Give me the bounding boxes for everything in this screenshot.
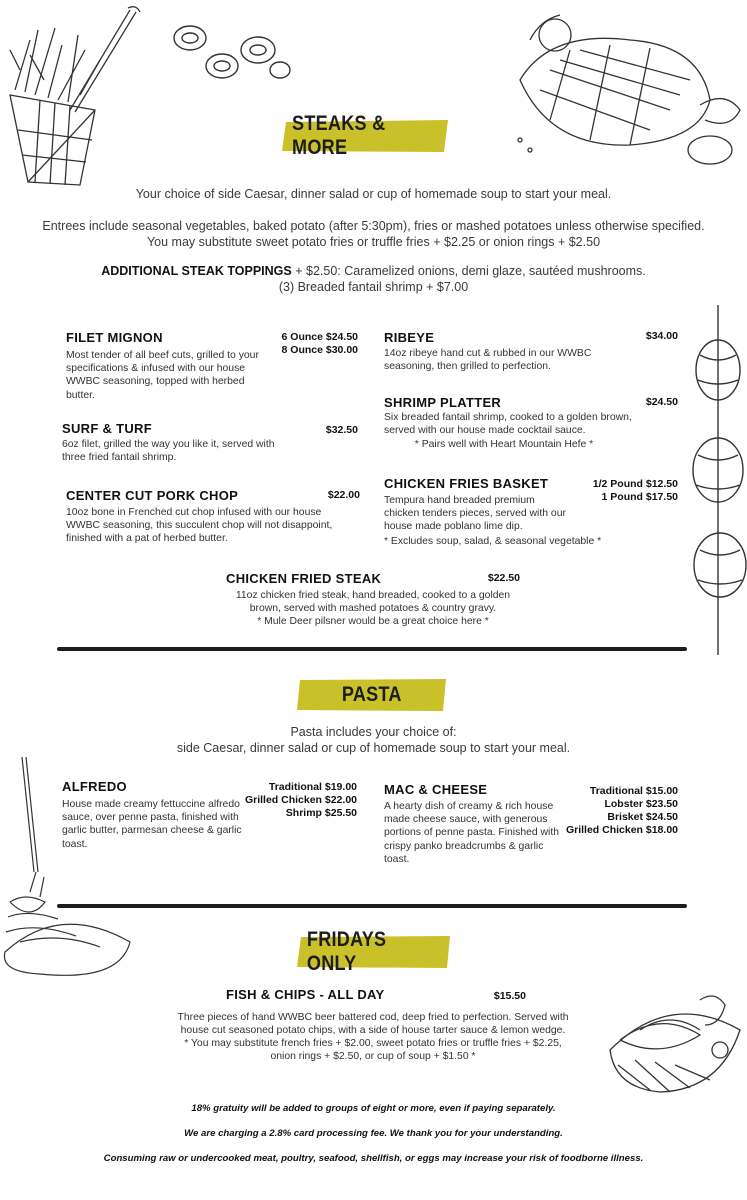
pasta-banner (296, 677, 448, 713)
surf-price: $32.50 (325, 424, 358, 436)
surf-desc: 6oz filet, grilled the way you like it, served with three fried fantail shrimp. (62, 439, 275, 464)
mac-price-3: Brisket $24.50 (607, 811, 678, 823)
cfs-line-1: 11oz chicken fried steak, hand breaded, cooked to a golden (235, 590, 511, 601)
alfredo-desc: House made creamy fettuccine alfredo sauce, over penne pasta, finished with garlic butter, parmesan cheese & garlic toast. (62, 799, 242, 850)
onion-rings-icon (150, 10, 300, 90)
fridays-banner (296, 928, 452, 975)
shrimp-note: * Pairs well with Heart Mountain Hefe * (414, 439, 594, 450)
toppings-line (0, 263, 747, 279)
surf-name: SURF & TURF (62, 421, 152, 436)
pasta-intro-1: Pasta includes your choice of: (290, 725, 457, 739)
fish-price: $15.50 (493, 990, 526, 1002)
steaks-title: STEAKS & MORE (292, 112, 386, 159)
toppings-text: + $2.50: Caramelized onions, demi glaze, sautéed mushrooms. (291, 264, 646, 278)
ribeye-name: RIBEYE (384, 330, 435, 345)
cfs-name: CHICKEN FRIED STEAK (226, 571, 382, 586)
alfredo-price-3: Shrimp $25.50 (285, 807, 357, 819)
cfs-line-2: brown, served with mashed potatoes & country gravy. (249, 603, 497, 614)
steaks-intro-1: Your choice of side Caesar, dinner salad or cup of homemade soup to start your meal. (135, 187, 612, 201)
shrimp-price: $24.50 (645, 396, 678, 408)
cfs-price: $22.50 (487, 572, 520, 584)
filet-price-2: 8 Ounce $30.00 (281, 344, 358, 356)
steaks-banner (280, 112, 452, 159)
steak-icon (510, 0, 747, 180)
mac-price-2: Lobster $23.50 (604, 798, 678, 810)
ribeye-price: $34.00 (645, 330, 678, 342)
fish-line-1: Three pieces of hand WWBC beer battered cod, deep fried to perfection. Served with (177, 1012, 569, 1023)
chickenfries-note: * Excludes soup, salad, & seasonal vegetable * (384, 536, 602, 547)
section-divider-2 (57, 904, 687, 908)
pork-price: $22.00 (327, 489, 360, 501)
shrimp-skewer-icon (670, 300, 747, 660)
fridays-title: FRIDAYS ONLY (306, 928, 387, 975)
toppings-label: ADDITIONAL STEAK TOPPINGS (101, 264, 292, 278)
fish-name: FISH & CHIPS - ALL DAY (226, 987, 385, 1002)
fish-line-3: * You may substitute french fries + $2.00, sweet potato fries or truffle fries + $2.25, (184, 1038, 562, 1049)
mac-price-4: Grilled Chicken $18.00 (565, 824, 678, 836)
pork-desc: 10oz bone in Frenched cut chop infused with our house WWBC seasoning, this succulent chop will not disappoint, finished with a pat of herbed butter. (66, 507, 333, 545)
chickenfries-price-2: 1 Pound $17.50 (601, 491, 678, 503)
chickenfries-desc: Tempura hand breaded premium chicken tenders pieces, served with our house made poblano lime dip. (384, 495, 566, 533)
footer-gratuity: 18% gratuity will be added to groups of eight or more, even if paying separately. (191, 1103, 556, 1114)
chickenfries-price-1: 1/2 Pound $12.50 (592, 478, 678, 490)
alfredo-name: ALFREDO (62, 779, 127, 794)
shrimp-desc: Six breaded fantail shrimp, cooked to a golden brown, served with our house made cocktail sauce. (384, 412, 632, 437)
alfredo-price-1: Traditional $19.00 (268, 781, 357, 793)
footer-food-warning: Consuming raw or undercooked meat, poultry, seafood, shellfish, or eggs may increase your risk of foodborne illness. (103, 1153, 644, 1164)
fry-basket-icon (0, 0, 150, 190)
mac-price-1: Traditional $15.00 (589, 785, 678, 797)
filet-name: FILET MIGNON (66, 330, 163, 345)
pork-name: CENTER CUT PORK CHOP (66, 488, 239, 503)
steaks-intro-2a: Entrees include seasonal vegetables, baked potato (after 5:30pm), fries or mashed potatoes unless otherwise specified. (42, 219, 705, 233)
filet-price-1: 6 Ounce $24.50 (281, 331, 358, 343)
mac-name: MAC & CHEESE (384, 782, 488, 797)
fish-basket-icon (600, 970, 747, 1110)
toppings-line-2: (3) Breaded fantail shrimp + $7.00 (278, 280, 469, 294)
footer-card-fee: We are charging a 2.8% card processing fee. We thank you for your understanding. (184, 1128, 563, 1139)
section-divider-1 (57, 647, 687, 651)
filet-desc: Most tender of all beef cuts, grilled to your specifications & infused with our house WWBC seasoning, topped with herbed butter. (66, 350, 259, 401)
fish-line-4: onion rings + $2.50, or cup of soup + $1.50 * (270, 1051, 476, 1062)
pasta-intro-2: side Caesar, dinner salad or cup of homemade soup to start your meal. (176, 741, 571, 755)
cfs-line-3: * Mule Deer pilsner would be a great choice here * (257, 616, 489, 627)
fish-line-2: house cut seasoned potato chips, with a side of house tarter sauce & lemon wedge. (180, 1025, 566, 1036)
alfredo-price-2: Grilled Chicken $22.00 (244, 794, 357, 806)
chickenfries-name: CHICKEN FRIES BASKET (384, 476, 549, 491)
pasta-title: PASTA (342, 683, 402, 706)
shrimp-name: SHRIMP PLATTER (384, 395, 502, 410)
ribeye-desc: 14oz ribeye hand cut & rubbed in our WWBC seasoning, then grilled to perfection. (384, 348, 592, 373)
mac-desc: A hearty dish of creamy & rich house made cheese sauce, with generous portions of penne pasta. Finished with crispy panko breadcrumbs & garlic toast. (384, 801, 560, 865)
steaks-intro-2b: You may substitute sweet potato fries or truffle fries + $2.25 or onion rings + $2.50 (146, 235, 601, 249)
